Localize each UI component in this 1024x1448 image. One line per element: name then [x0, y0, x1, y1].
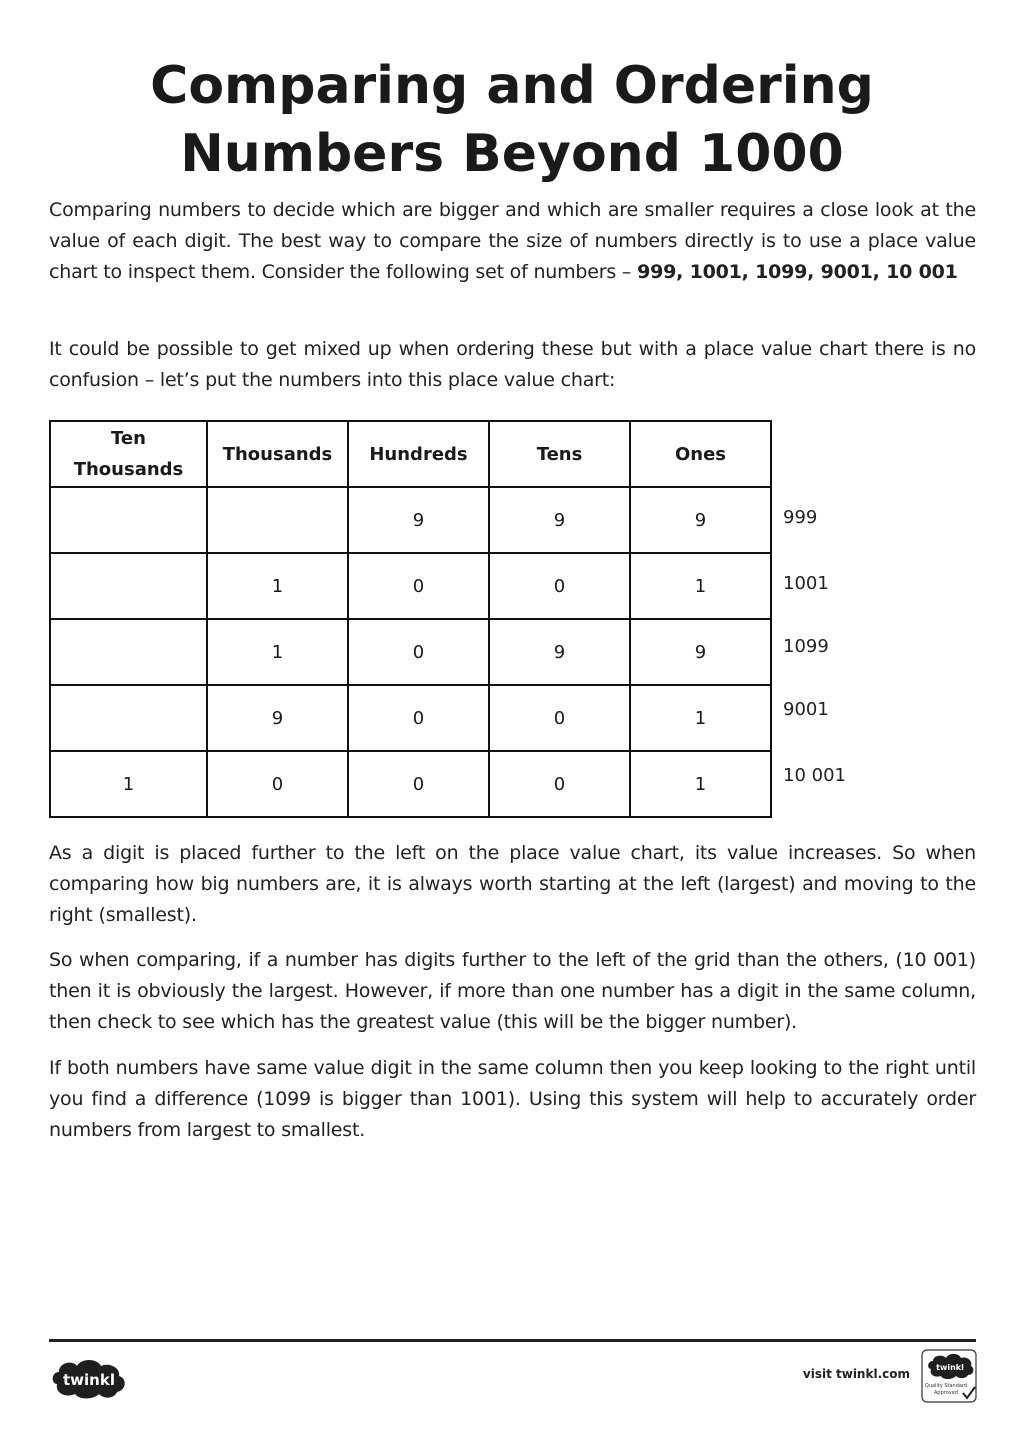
badge-line1: Quality Standard — [924, 1383, 968, 1389]
table-cell: 1 — [630, 685, 771, 751]
header-tens: Tens — [489, 421, 630, 487]
table-row — [50, 751, 771, 817]
table-row — [50, 487, 771, 553]
table-row — [50, 619, 771, 685]
number-label: 9001 — [783, 699, 829, 720]
comparison-paragraph: So when comparing, if a number has digits further to the left of the grid than the others, (10 001) then it is obviously the largest. However, if more than one number has a digit in the same column, then check to see which has the greatest value (this will be the bigger number). — [49, 949, 976, 1033]
visit-link[interactable]: visit twinkl.com — [802, 1367, 910, 1381]
table-cell: 0 — [348, 751, 489, 817]
table-cell: 1 — [630, 553, 771, 619]
table-cell: 9 — [348, 487, 489, 553]
table-cell — [50, 685, 207, 751]
table-cell — [50, 553, 207, 619]
table-cell: 9 — [489, 619, 630, 685]
badge-line2: Approved — [934, 1390, 958, 1396]
header-thousands: Thousands — [207, 421, 348, 487]
quality-badge — [921, 1349, 977, 1403]
table-cell: 0 — [207, 751, 348, 817]
table-cell: 1 — [630, 751, 771, 817]
footer-divider — [49, 1339, 976, 1342]
table-cell: 9 — [489, 487, 630, 553]
table-cell — [207, 487, 348, 553]
badge-brand: twinkl — [936, 1363, 964, 1372]
table-cell: 0 — [489, 553, 630, 619]
intro-text: Comparing numbers to decide which are bigger and which are smaller requires a close look at the value of each digit. The best way to compare the size of numbers directly is to use a place value chart to inspect them. Consider the following set of numbers – — [49, 199, 976, 283]
chart-intro-paragraph: It could be possible to get mixed up when ordering these but with a place value chart there is no confusion – let’s put the numbers into this place value chart: — [49, 338, 976, 391]
table-cell: 1 — [207, 619, 348, 685]
table-cell: 9 — [207, 685, 348, 751]
table-header-row — [50, 421, 771, 487]
table-row — [50, 685, 771, 751]
header-hundreds: Hundreds — [348, 421, 489, 487]
table-cell: 9 — [630, 487, 771, 553]
table-cell: 0 — [348, 619, 489, 685]
table-cell — [50, 487, 207, 553]
table-cell: 1 — [50, 751, 207, 817]
table-cell — [50, 619, 207, 685]
place-value-table — [49, 420, 772, 818]
twinkl-logo[interactable] — [49, 1354, 129, 1402]
intro-paragraph — [49, 195, 976, 288]
ordering-paragraph: If both numbers have same value digit in the same column then you keep looking to the right until you find a difference (1099 is bigger than 1001). Using this system will help to accurately order numbers from largest to smallest. — [49, 1057, 976, 1141]
number-label: 999 — [783, 507, 818, 528]
number-label: 10 001 — [783, 765, 846, 786]
table-cell: 0 — [489, 751, 630, 817]
number-label: 1001 — [783, 573, 829, 594]
logo-text: twinkl — [63, 1371, 115, 1389]
table-cell: 1 — [207, 553, 348, 619]
page-title: Comparing and Ordering Numbers Beyond 1000 — [150, 56, 874, 184]
header-ones: Ones — [630, 421, 771, 487]
table-cell: 0 — [348, 553, 489, 619]
table-cell: 0 — [348, 685, 489, 751]
table-cell: 9 — [630, 619, 771, 685]
explanation-paragraph: As a digit is placed further to the left on the place value chart, its value increases. So when comparing how big numbers are, it is always worth starting at the left (largest) and moving to the right (smallest). — [49, 842, 976, 926]
table-cell: 0 — [489, 685, 630, 751]
header-ten-thousands: Ten Thousands — [50, 421, 207, 487]
table-row — [50, 553, 771, 619]
number-label: 1099 — [783, 636, 829, 657]
number-set: 999, 1001, 1099, 9001, 10 001 — [637, 261, 958, 283]
